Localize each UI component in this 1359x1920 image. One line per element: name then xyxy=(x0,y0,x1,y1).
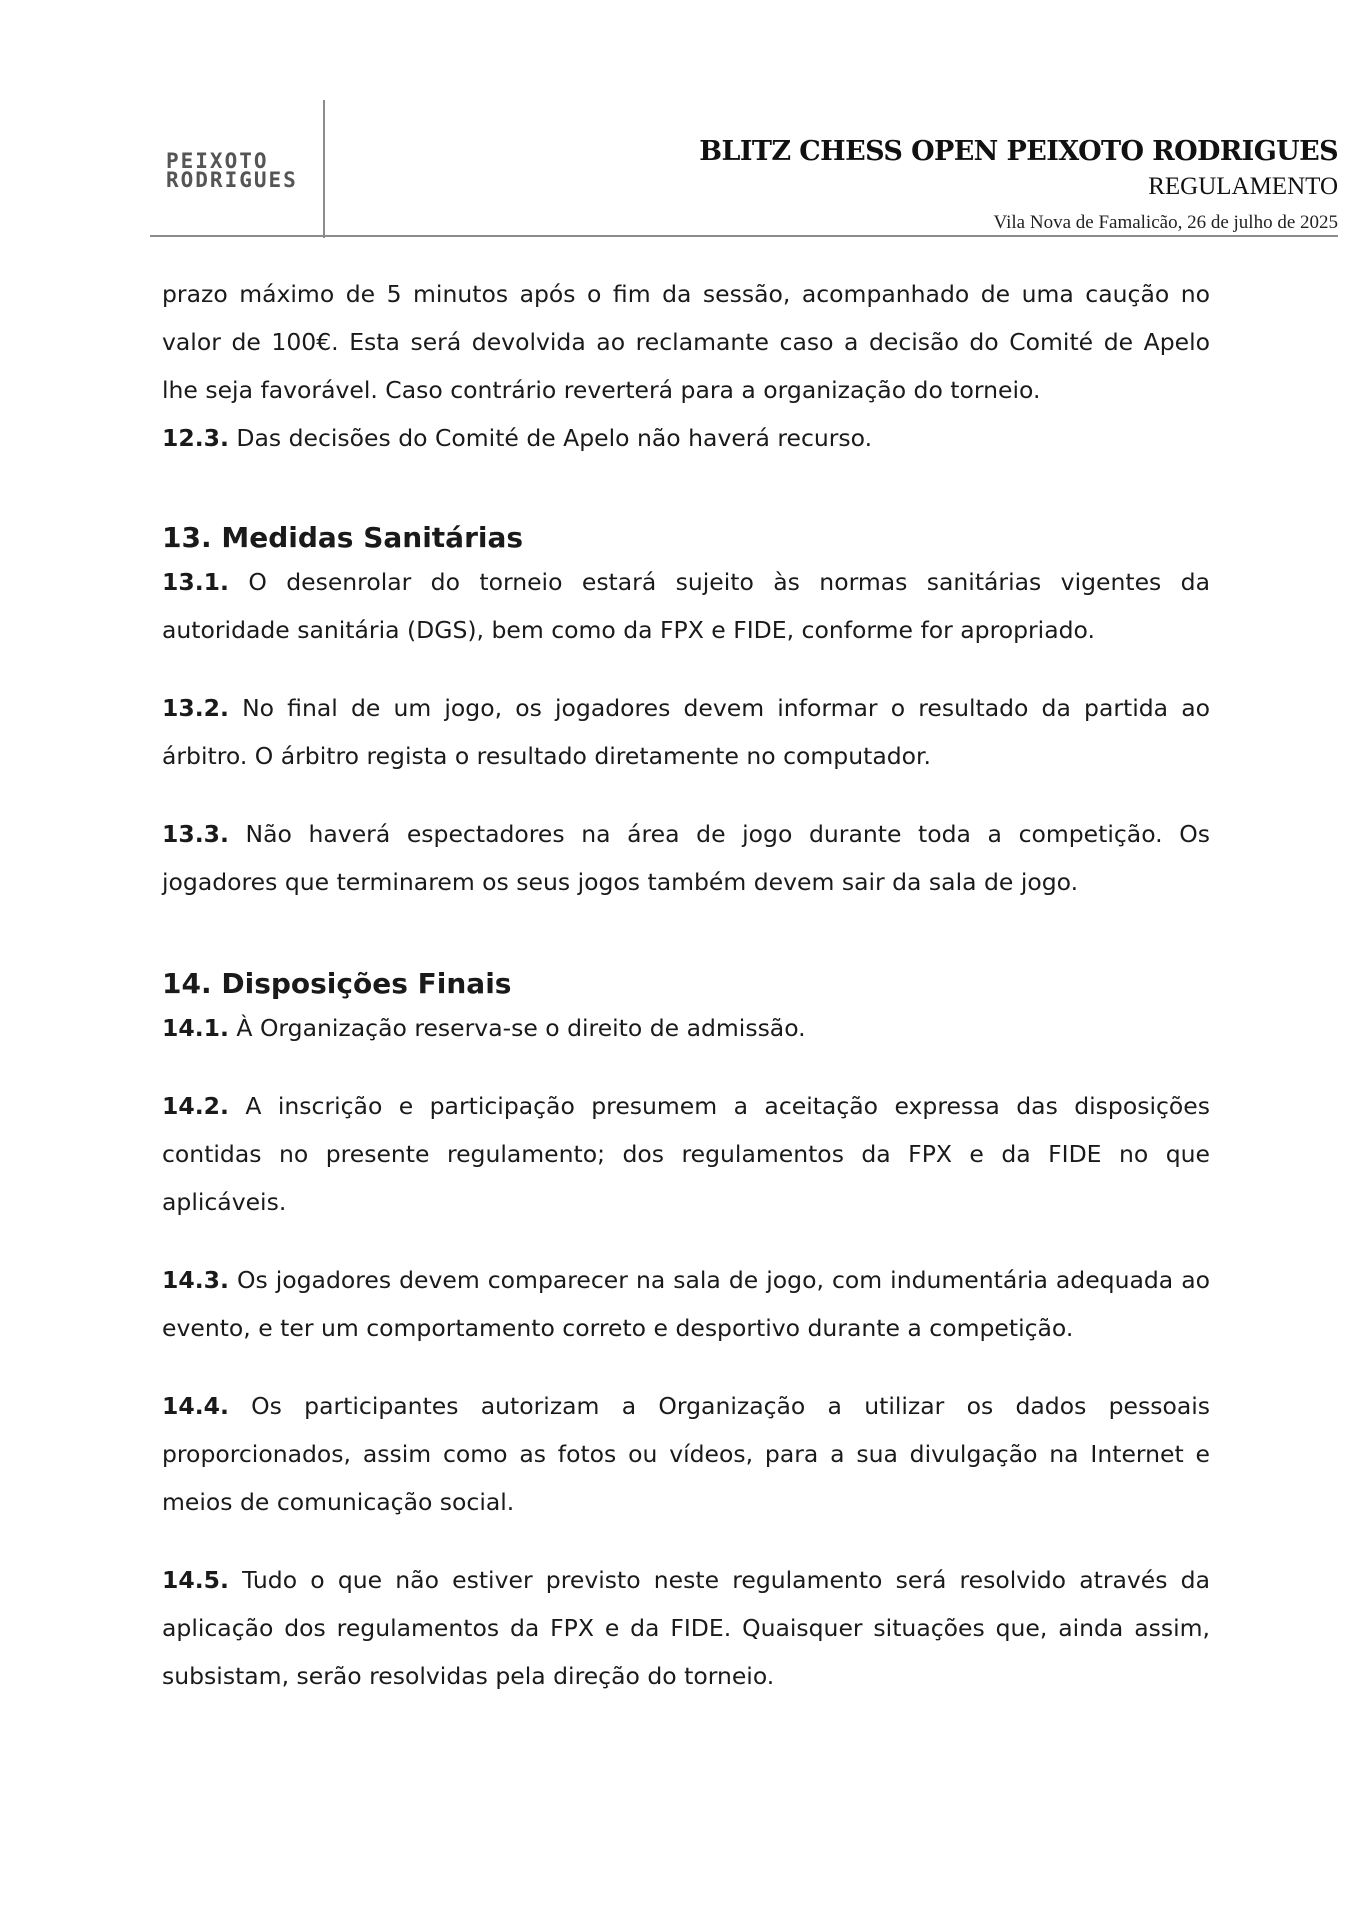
paragraph-text: À Organização reserva-se o direito de admissão. xyxy=(228,1014,806,1042)
paragraph-number: 14.4. xyxy=(162,1392,229,1420)
paragraph-text: Tudo o que não estiver previsto neste regulamento será resolvido através da aplicação dos regulamentos da FPX e da FIDE. Quaisquer situações que, ainda assim, subsistam, serão resolvidas pela direção do torneio. xyxy=(162,1566,1210,1690)
logo-line-1: PEIXOTO xyxy=(166,149,269,173)
section-14-title: 14. Disposições Finais xyxy=(162,967,512,1000)
paragraph-number: 14.5. xyxy=(162,1566,229,1594)
paragraph-number: 13.3. xyxy=(162,820,229,848)
page-header xyxy=(150,100,1338,238)
header-horizontal-divider xyxy=(150,235,1338,237)
paragraph-number: 13.2. xyxy=(162,694,229,722)
company-logo xyxy=(166,149,298,192)
paragraph-text: Os participantes autorizam a Organização a utilizar os dados pessoais proporcionados, assim como as fotos ou vídeos, para a sua divulgação na Internet e meios de comunicação social. xyxy=(162,1392,1210,1516)
paragraph-text: O desenrolar do torneio estará sujeito às normas sanitárias vigentes da autoridade sanitária (DGS), bem como da FPX e FIDE, conforme for apropriado. xyxy=(162,568,1210,644)
document-title: BLITZ CHESS OPEN PEIXOTO RODRIGUES xyxy=(699,136,1338,167)
paragraph-text: No final de um jogo, os jogadores devem informar o resultado da partida ao árbitro. O árbitro regista o resultado diretamente no computador. xyxy=(162,694,1210,770)
paragraph-number: 14.3. xyxy=(162,1266,229,1294)
intro-paragraph: prazo máximo de 5 minutos após o fim da sessão, acompanhado de uma caução no valor de 100€. Esta será devolvida ao reclamante caso a decisão do Comité de Apelo lhe seja favorável. Caso contrário reverterá para a organização do torneio. xyxy=(162,280,1210,404)
paragraph-13-1 xyxy=(162,558,1210,654)
paragraph-14-5 xyxy=(162,1556,1210,1700)
paragraph-12-3 xyxy=(162,414,1210,462)
paragraph-14-1 xyxy=(162,1004,1210,1052)
paragraph-13-3 xyxy=(162,810,1210,906)
paragraph-14-3 xyxy=(162,1256,1210,1352)
paragraph-14-4 xyxy=(162,1382,1210,1526)
paragraph-number: 13.1. xyxy=(162,568,229,596)
document-subtitle: REGULAMENTO xyxy=(1148,173,1338,200)
section-13-title: 13. Medidas Sanitárias xyxy=(162,521,524,554)
paragraph-13-2 xyxy=(162,684,1210,780)
paragraph-text: Os jogadores devem comparecer na sala de jogo, com indumentária adequada ao evento, e ter um comportamento correto e desportivo durante a competição. xyxy=(162,1266,1210,1342)
document-body xyxy=(162,270,1210,1700)
logo-line-2: RODRIGUES xyxy=(166,168,298,192)
header-vertical-divider xyxy=(323,100,325,238)
paragraph-text: Das decisões do Comité de Apelo não haverá recurso. xyxy=(228,424,873,452)
paragraph-text: A inscrição e participação presumem a aceitação expressa das disposições contidas no presente regulamento; dos regulamentos da FPX e da FIDE no que aplicáveis. xyxy=(162,1092,1210,1216)
paragraph-number: 14.1. xyxy=(162,1014,229,1042)
paragraph-number: 14.2. xyxy=(162,1092,229,1120)
paragraph-text: Não haverá espectadores na área de jogo durante toda a competição. Os jogadores que terminarem os seus jogos também devem sair da sala de jogo. xyxy=(162,820,1210,896)
paragraph-number: 12.3. xyxy=(162,424,229,452)
document-date: Vila Nova de Famalicão, 26 de julho de 2025 xyxy=(993,212,1338,233)
paragraph-14-2 xyxy=(162,1082,1210,1226)
